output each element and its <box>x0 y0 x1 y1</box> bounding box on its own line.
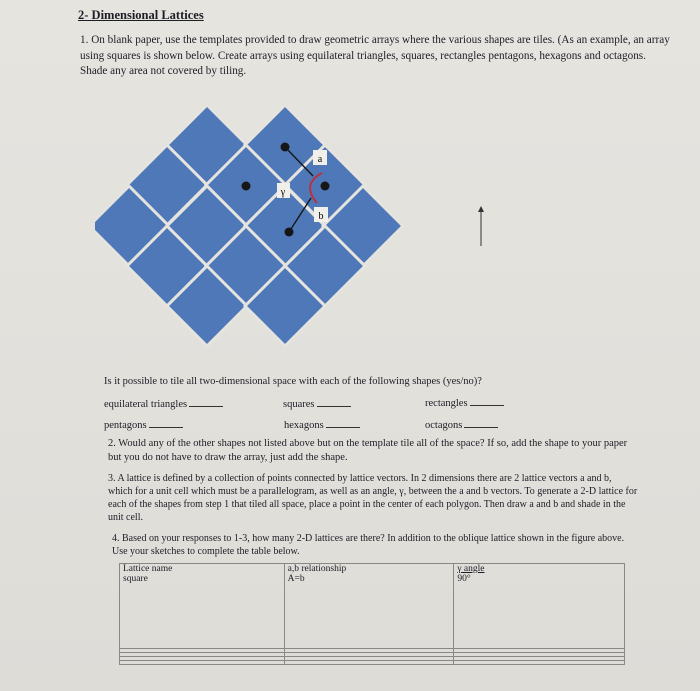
rectangles-item: rectangles <box>425 398 504 409</box>
question-1-text: 1. On blank paper, use the templates provided to draw geometric arrays where the various shapes are tiles. (As an example, an array using squares is shown below. Create arrays using equilateral triangles, squares, rectangles pentagons, hexagons and octagons. Shade any area not covered by tiling. <box>80 34 670 77</box>
table-header-ab-relationship: a,b relationship <box>287 564 347 574</box>
equilateral-triangles-item: equilateral triangles <box>104 399 223 410</box>
worksheet-title: 2- Dimensional Lattices <box>78 8 204 22</box>
question-4-text: 4. Based on your responses to 1-3, how many 2-D lattices are there? In addition to the oblique lattice shown in the figure above. Use your sketches to complete the table below. <box>112 533 625 557</box>
up-arrow-icon <box>476 206 486 248</box>
question-3-text: 3. A lattice is defined by a collection of points connected by lattice vectors. In 2 dimensions there are 2 lattice vectors a and b, which for a unit cell which must be a parallelogram, as well as an angle, γ, between the a and b vectors. To generate a 2-D lattice for each of the shapes from step 1 that tiled all space, place a point in the center of each polygon. Then draw a and b and shade in the unit cell. <box>108 473 638 523</box>
tiling-question: Is it possible to tile all two-dimensional space with each of the following shapes (yes/no)? <box>104 376 482 387</box>
table-cell <box>120 660 285 664</box>
question-2-text: 2. Would any of the other shapes not listed above but on the template tile all of the space? If so, add the shape to your paper but you do not have to draw the array, just add the shape. <box>108 438 628 463</box>
vector-b-label: b <box>318 211 324 222</box>
lattice-point <box>321 182 330 191</box>
table-cell: A=b <box>287 574 305 584</box>
table-cell <box>454 660 625 664</box>
table-cell: square <box>123 574 148 584</box>
table-row <box>120 660 625 664</box>
pentagons-item: pentagons <box>104 420 183 431</box>
table-cell: 90° <box>457 574 471 584</box>
squares-item: squares <box>283 399 351 410</box>
table-row <box>120 564 625 649</box>
table-header-gamma-angle: γ angle <box>457 564 485 574</box>
hexagons-item: hexagons <box>284 420 360 431</box>
octagons-item: octagons <box>425 420 498 431</box>
gamma-label: γ <box>280 187 286 198</box>
vector-a-label: a <box>317 154 323 165</box>
lattice-point <box>242 182 251 191</box>
table-cell <box>284 660 454 664</box>
table-header-lattice-name: Lattice name <box>123 564 173 574</box>
lattice-table <box>119 563 625 665</box>
square-tiling-figure <box>95 100 415 355</box>
